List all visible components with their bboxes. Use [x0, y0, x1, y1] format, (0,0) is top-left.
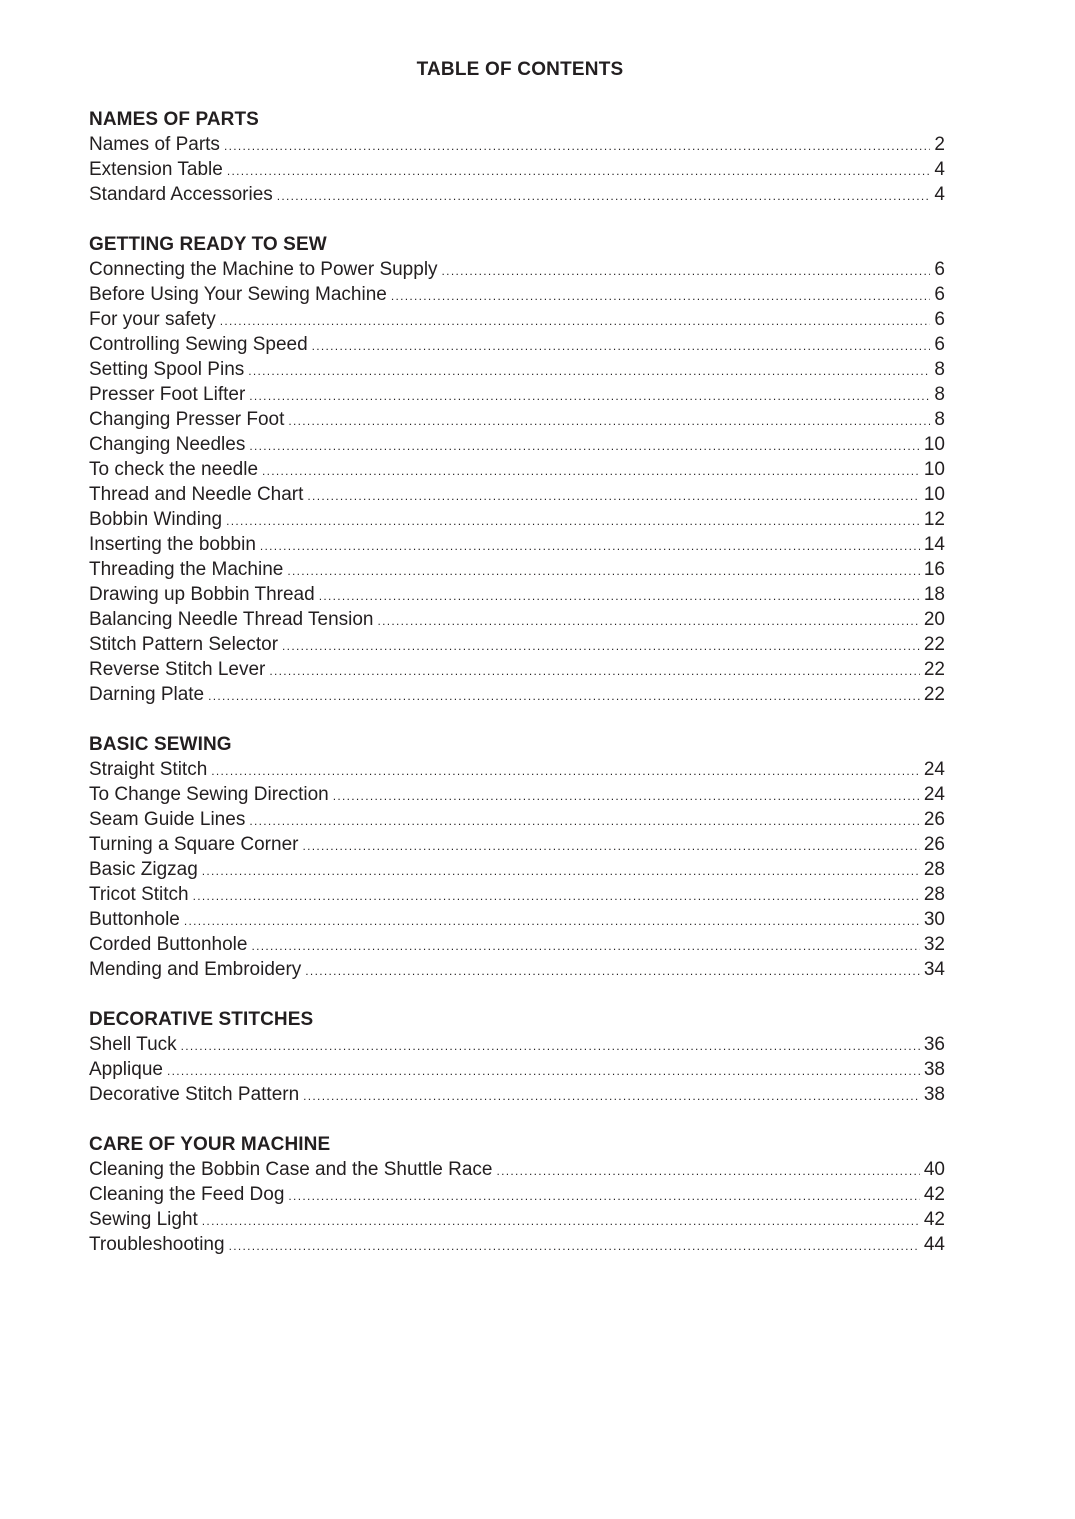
dot-leader — [202, 859, 920, 884]
dot-leader — [227, 159, 931, 184]
toc-entry[interactable] — [89, 957, 945, 982]
toc-entry[interactable] — [89, 507, 945, 532]
dot-leader — [269, 659, 920, 684]
dot-leader — [307, 484, 919, 509]
dot-leader — [167, 1059, 920, 1084]
section-heading: GETTING READY TO SEW — [89, 234, 327, 255]
toc-entry[interactable] — [89, 907, 945, 932]
toc-entry-page-number: 26 — [923, 809, 945, 830]
toc-entry[interactable] — [89, 1232, 945, 1257]
dot-leader — [288, 1184, 919, 1209]
toc-section — [89, 1007, 945, 1107]
dot-leader — [211, 759, 920, 784]
table-of-contents — [89, 107, 945, 1282]
toc-entry[interactable] — [89, 257, 945, 282]
toc-entry-title: Tricot Stitch — [89, 884, 189, 905]
dot-leader — [262, 459, 920, 484]
toc-entry-title: Before Using Your Sewing Machine — [89, 284, 387, 305]
toc-entry-page-number: 24 — [923, 759, 945, 780]
toc-entry-page-number: 2 — [934, 134, 945, 155]
toc-entry-title: Mending and Embroidery — [89, 959, 302, 980]
toc-entry-title: Shell Tuck — [89, 1034, 177, 1055]
toc-entry-page-number: 20 — [923, 609, 945, 630]
toc-entry-title: Thread and Needle Chart — [89, 484, 304, 505]
toc-entry-page-number: 28 — [923, 884, 945, 905]
toc-entry-title: Decorative Stitch Pattern — [89, 1084, 300, 1105]
dot-leader — [442, 259, 931, 284]
toc-entry-title: Bobbin Winding — [89, 509, 223, 530]
dot-leader — [224, 134, 930, 159]
toc-entry-page-number: 22 — [923, 634, 945, 655]
toc-entry[interactable] — [89, 1082, 945, 1107]
toc-entry[interactable] — [89, 1157, 945, 1182]
toc-entry-title: Stitch Pattern Selector — [89, 634, 279, 655]
toc-entry[interactable] — [89, 657, 945, 682]
toc-entry[interactable] — [89, 682, 945, 707]
toc-entry[interactable] — [89, 482, 945, 507]
toc-entry-page-number: 24 — [923, 784, 945, 805]
dot-leader — [333, 784, 920, 809]
toc-section — [89, 107, 945, 207]
toc-entry[interactable] — [89, 882, 945, 907]
toc-entry[interactable] — [89, 457, 945, 482]
dot-leader — [277, 184, 931, 209]
dot-leader — [249, 434, 920, 459]
toc-entry-page-number: 32 — [923, 934, 945, 955]
dot-leader — [181, 1034, 920, 1059]
toc-entry-title: Changing Needles — [89, 434, 246, 455]
toc-entry-title: Corded Buttonhole — [89, 934, 248, 955]
toc-entry-title: To Change Sewing Direction — [89, 784, 329, 805]
toc-entry-title: Drawing up Bobbin Thread — [89, 584, 315, 605]
toc-entry[interactable] — [89, 832, 945, 857]
dot-leader — [497, 1159, 920, 1184]
toc-entry[interactable] — [89, 132, 945, 157]
dot-leader — [288, 409, 930, 434]
toc-entry-title: Names of Parts — [89, 134, 220, 155]
toc-entry-page-number: 42 — [923, 1209, 945, 1230]
toc-entry[interactable] — [89, 282, 945, 307]
toc-entry[interactable] — [89, 1182, 945, 1207]
toc-entry-page-number: 44 — [923, 1234, 945, 1255]
dot-leader — [312, 334, 931, 359]
toc-entry[interactable] — [89, 632, 945, 657]
dot-leader — [226, 509, 920, 534]
dot-leader — [260, 534, 920, 559]
dot-leader — [391, 284, 931, 309]
toc-entry-page-number: 8 — [934, 384, 945, 405]
toc-entry-title: Extension Table — [89, 159, 223, 180]
toc-entry[interactable] — [89, 1207, 945, 1232]
toc-entry-title: For your safety — [89, 309, 216, 330]
toc-entry-page-number: 10 — [923, 484, 945, 505]
dot-leader — [202, 1209, 920, 1234]
toc-entry-title: Applique — [89, 1059, 163, 1080]
dot-leader — [282, 634, 920, 659]
toc-entry-title: Reverse Stitch Lever — [89, 659, 266, 680]
toc-entry-page-number: 38 — [923, 1059, 945, 1080]
toc-entry-title: Balancing Needle Thread Tension — [89, 609, 374, 630]
dot-leader — [220, 309, 931, 334]
toc-entry-page-number: 30 — [923, 909, 945, 930]
toc-entry-page-number: 8 — [934, 359, 945, 380]
toc-entry-title: Cleaning the Bobbin Case and the Shuttle Race — [89, 1159, 493, 1180]
toc-entry[interactable] — [89, 607, 945, 632]
toc-entry-page-number: 18 — [923, 584, 945, 605]
dot-leader — [229, 1234, 920, 1259]
toc-entry-page-number: 42 — [923, 1184, 945, 1205]
toc-entry-page-number: 26 — [923, 834, 945, 855]
toc-entry[interactable] — [89, 182, 945, 207]
dot-leader — [251, 934, 919, 959]
toc-entry-title: Threading the Machine — [89, 559, 284, 580]
dot-leader — [305, 959, 920, 984]
toc-entry-page-number: 4 — [934, 159, 945, 180]
toc-entry-title: Straight Stitch — [89, 759, 208, 780]
toc-entry[interactable] — [89, 932, 945, 957]
toc-entry-page-number: 36 — [923, 1034, 945, 1055]
toc-entry-title: Cleaning the Feed Dog — [89, 1184, 285, 1205]
section-heading: CARE OF YOUR MACHINE — [89, 1134, 331, 1155]
toc-entry-page-number: 22 — [923, 659, 945, 680]
toc-entry-page-number: 40 — [923, 1159, 945, 1180]
section-heading: BASIC SEWING — [89, 734, 232, 755]
toc-entry-page-number: 6 — [934, 334, 945, 355]
dot-leader — [303, 1084, 920, 1109]
toc-entry[interactable] — [89, 582, 945, 607]
toc-entry[interactable] — [89, 332, 945, 357]
toc-entry-title: Darning Plate — [89, 684, 205, 705]
toc-entry[interactable] — [89, 557, 945, 582]
toc-entry[interactable] — [89, 407, 945, 432]
toc-entry[interactable] — [89, 157, 945, 182]
toc-entry-title: Basic Zigzag — [89, 859, 198, 880]
toc-entry-page-number: 8 — [934, 409, 945, 430]
toc-entry-title: Changing Presser Foot — [89, 409, 285, 430]
toc-entry-title: Standard Accessories — [89, 184, 273, 205]
toc-entry-title: Sewing Light — [89, 1209, 198, 1230]
toc-entry-title: Troubleshooting — [89, 1234, 225, 1255]
toc-entry[interactable] — [89, 782, 945, 807]
toc-entry[interactable] — [89, 757, 945, 782]
dot-leader — [287, 559, 920, 584]
dot-leader — [208, 684, 920, 709]
toc-entry-page-number: 12 — [923, 509, 945, 530]
toc-entry[interactable] — [89, 357, 945, 382]
toc-entry[interactable] — [89, 307, 945, 332]
toc-entry[interactable] — [89, 1057, 945, 1082]
toc-entry-page-number: 6 — [934, 309, 945, 330]
toc-entry-page-number: 38 — [923, 1084, 945, 1105]
toc-entry-title: Turning a Square Corner — [89, 834, 299, 855]
toc-entry-title: Connecting the Machine to Power Supply — [89, 259, 438, 280]
toc-entry-title: Seam Guide Lines — [89, 809, 246, 830]
section-heading: DECORATIVE STITCHES — [89, 1009, 314, 1030]
dot-leader — [319, 584, 920, 609]
toc-entry[interactable] — [89, 807, 945, 832]
toc-entry-page-number: 28 — [923, 859, 945, 880]
toc-entry-page-number: 6 — [934, 259, 945, 280]
dot-leader — [248, 359, 930, 384]
toc-entry-page-number: 4 — [934, 184, 945, 205]
toc-entry[interactable] — [89, 432, 945, 457]
toc-section — [89, 232, 945, 707]
toc-entry-page-number: 34 — [923, 959, 945, 980]
toc-entry-page-number: 14 — [923, 534, 945, 555]
toc-section — [89, 732, 945, 982]
dot-leader — [249, 384, 930, 409]
dot-leader — [378, 609, 920, 634]
toc-entry-page-number: 10 — [923, 434, 945, 455]
page-title: TABLE OF CONTENTS — [416, 59, 624, 80]
toc-entry-page-number: 16 — [923, 559, 945, 580]
toc-section — [89, 1132, 945, 1257]
toc-entry-title: Buttonhole — [89, 909, 180, 930]
toc-entry[interactable] — [89, 382, 945, 407]
toc-entry-page-number: 6 — [934, 284, 945, 305]
toc-entry-title: Presser Foot Lifter — [89, 384, 246, 405]
toc-entry[interactable] — [89, 857, 945, 882]
toc-entry-title: Controlling Sewing Speed — [89, 334, 308, 355]
toc-entry-page-number: 10 — [923, 459, 945, 480]
toc-entry-title: To check the needle — [89, 459, 259, 480]
dot-leader — [302, 834, 919, 859]
toc-entry-title: Setting Spool Pins — [89, 359, 245, 380]
toc-entry-page-number: 22 — [923, 684, 945, 705]
dot-leader — [184, 909, 920, 934]
toc-entry[interactable] — [89, 1032, 945, 1057]
section-heading: NAMES OF PARTS — [89, 109, 259, 130]
toc-entry[interactable] — [89, 532, 945, 557]
toc-entry-title: Inserting the bobbin — [89, 534, 256, 555]
dot-leader — [193, 884, 920, 909]
dot-leader — [249, 809, 920, 834]
